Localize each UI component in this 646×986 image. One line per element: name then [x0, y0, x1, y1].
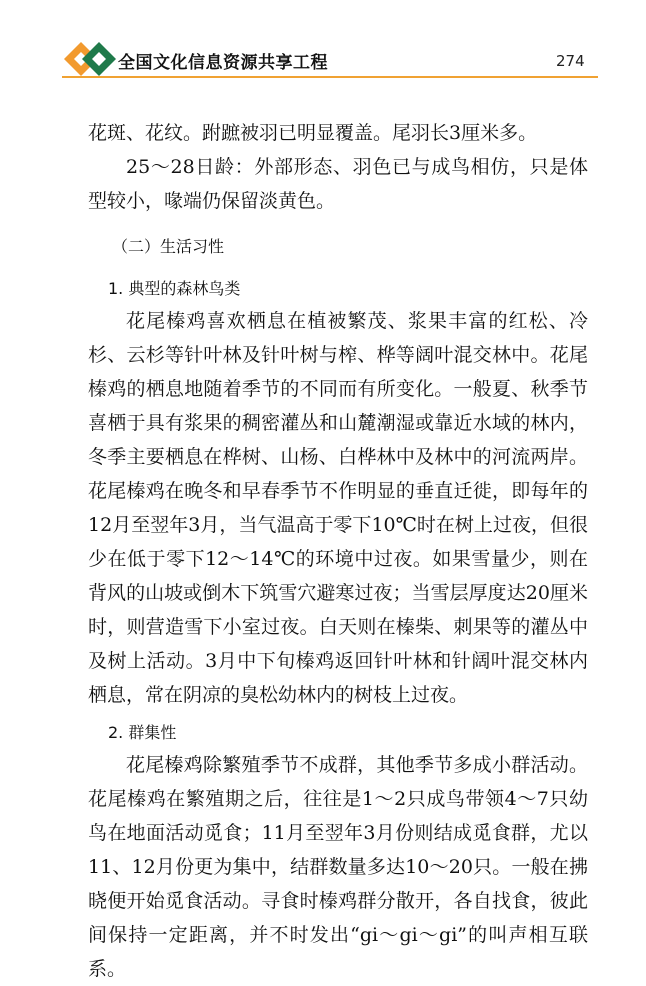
logo-icon [62, 40, 118, 78]
paragraph-2: 25～28日龄：外部形态、羽色已与成鸟相仿，只是体型较小，喙端仍保留淡黄色。 [88, 156, 588, 212]
header-title: 全国文化信息资源共享工程 [118, 53, 328, 73]
subsection-heading-2: 2. 群集性 [108, 723, 177, 742]
paragraph-1: 花斑、花纹。跗蹠被羽已明显覆盖。尾羽长3厘米多。 [88, 122, 538, 144]
page-number: 274 [556, 52, 585, 70]
page-body [88, 116, 588, 986]
subsection-heading-1: 1. 典型的森林鸟类 [108, 279, 241, 298]
header-divider [62, 76, 598, 78]
paragraph-4: 花尾榛鸡除繁殖季节不成群，其他季节多成小群活动。花尾榛鸡在繁殖期之后，往往是1～2只成鸟带领4～7只幼鸟在地面活动觅食；11月至翌年3月份则结成觅食群，尤以11、12月份更为集中，结群数量多达10～20只。一般在拂晓便开始觅食活动。寻食时榛鸡群分散开，各自找食，彼此间保持一定距离，并不时发出“gi～gi～gi”的叫声相互联系。 [88, 754, 588, 980]
paragraph-3: 花尾榛鸡喜欢栖息在植被繁茂、浆果丰富的红松、冷杉、云杉等针叶林及针叶树与榨、桦等阔叶混交林中。花尾榛鸡的栖息地随着季节的不同而有所变化。一般夏、秋季节喜栖于具有浆果的稠密灌丛和山麓潮湿或靠近水域的林内，冬季主要栖息在桦树、山杨、白桦林中及林中的河流两岸。花尾榛鸡在晚冬和早春季节不作明显的垂直迁徙，即每年的12月至翌年3月，当气温高于零下10℃时在树上过夜，但很少在低于零下12～14℃的环境中过夜。如果雪量少，则在背风的山坡或倒木下筑雪穴避寒过夜；当雪层厚度达20厘米时，则营造雪下小室过夜。白天则在榛柴、刺果等的灌丛中及树上活动。3月中下旬榛鸡返回针叶林和针阔叶混交林内栖息，常在阴凉的臭松幼林内的树枝上过夜。 [88, 310, 588, 706]
section-heading: （二）生活习性 [112, 237, 225, 256]
page-header [0, 0, 646, 80]
